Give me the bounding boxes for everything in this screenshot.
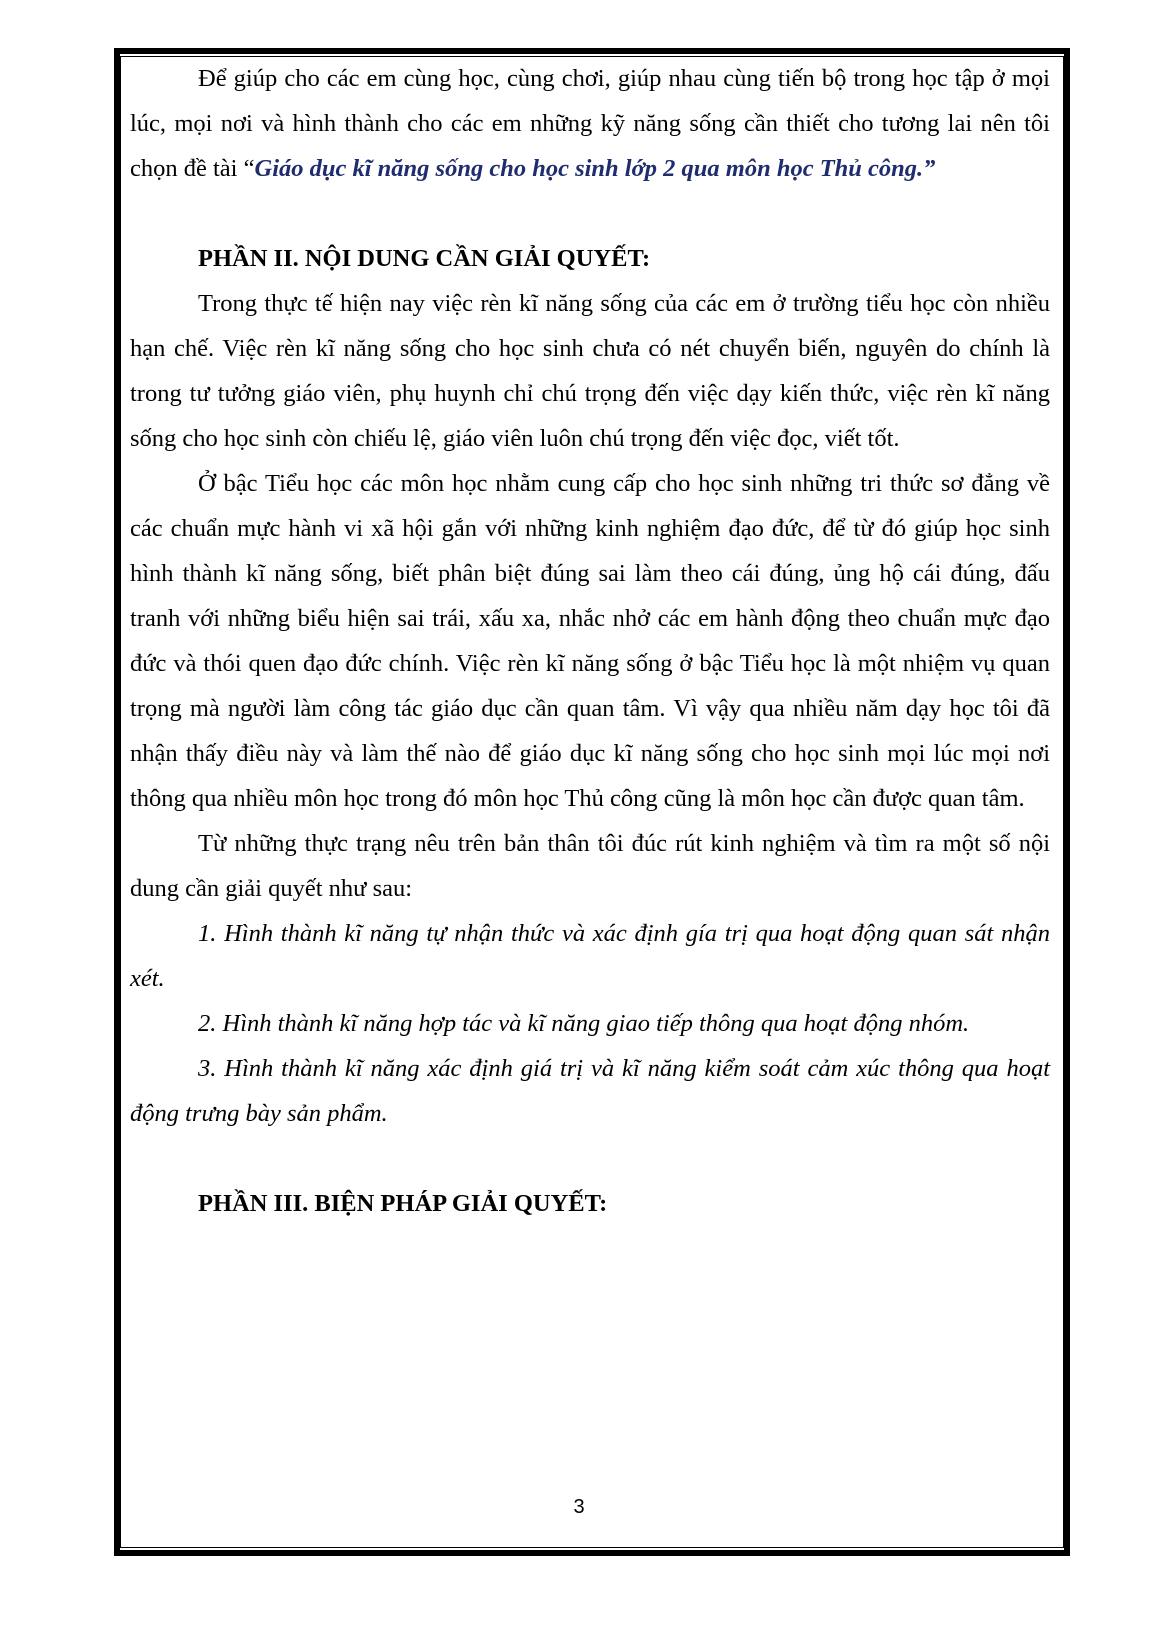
section2-heading: PHẦN II. NỘI DUNG CẦN GIẢI QUYẾT: [198,245,651,272]
section2-item-3: 3. Hình thành kĩ năng xác định giá trị và kĩ năng kiểm soát cảm xúc thông qua hoạt động trưng bày sản phẩm. [130,1055,1050,1127]
spacer [130,191,1050,236]
intro-text: Để giúp cho các em cùng học, cùng chơi, giúp nhau cùng tiến bộ trong học tập ở mọi lúc, mọi nơi và hình thành cho các em những kỹ năng sống cần thiết cho tương lai nên tôi chọn đề tài “ [130,65,1050,182]
topic-title: Giáo dục kĩ năng sống cho học sinh lớp 2 qua môn học Thủ công.” [254,155,936,182]
section2-item-2: 2. Hình thành kĩ năng hợp tác và kĩ năng giao tiếp thông qua hoạt động nhóm. [198,1010,970,1037]
section3-heading: PHẦN III. BIỆN PHÁP GIẢI QUYẾT: [198,1190,608,1217]
section2-paragraph-2: Ở bậc Tiểu học các môn học nhằm cung cấp cho học sinh những tri thức sơ đẳng về các chuẩn mực hành vi xã hội gắn với những kinh nghiệm đạo đức, để từ đó giúp học sinh hình thành kĩ năng sống, biết phân biệt đúng sai làm theo cái đúng, ủng hộ cái đúng, đấu tranh với những biểu hiện sai trái, xấu xa, nhắc nhở các em hành động theo chuẩn mực đạo đức và thói quen đạo đức chính. Việc rèn kĩ năng sống ở bậc Tiểu học là một nhiệm vụ quan trọng mà người làm công tác giáo dục cần quan tâm. Vì vậy qua nhiều năm dạy học tôi đã nhận thấy điều này và làm thế nào để giáo dục kĩ năng sống cho học sinh mọi lúc mọi nơi thông qua nhiều môn học trong đó môn học Thủ công cũng là môn học cần được quan tâm. [130,470,1050,812]
spacer [130,1136,1050,1181]
document-body [130,56,1050,1226]
section2-item-1: 1. Hình thành kĩ năng tự nhận thức và xác định gía trị qua hoạt động quan sát nhận xét. [130,920,1050,992]
page-number: 3 [573,1496,585,1518]
section2-paragraph-1: Trong thực tế hiện nay việc rèn kĩ năng sống của các em ở trường tiểu học còn nhiều hạn chế. Việc rèn kĩ năng sống cho học sinh chưa có nét chuyển biến, nguyên do chính là trong tư tưởng giáo viên, phụ huynh chỉ chú trọng đến việc dạy kiến thức, việc rèn kĩ năng sống cho học sinh còn chiếu lệ, giáo viên luôn chú trọng đến việc đọc, viết tốt. [130,290,1050,452]
section2-paragraph-3: Từ những thực trạng nêu trên bản thân tôi đúc rút kinh nghiệm và tìm ra một số nội dung cần giải quyết như sau: [130,830,1050,902]
intro-paragraph [130,56,1050,191]
